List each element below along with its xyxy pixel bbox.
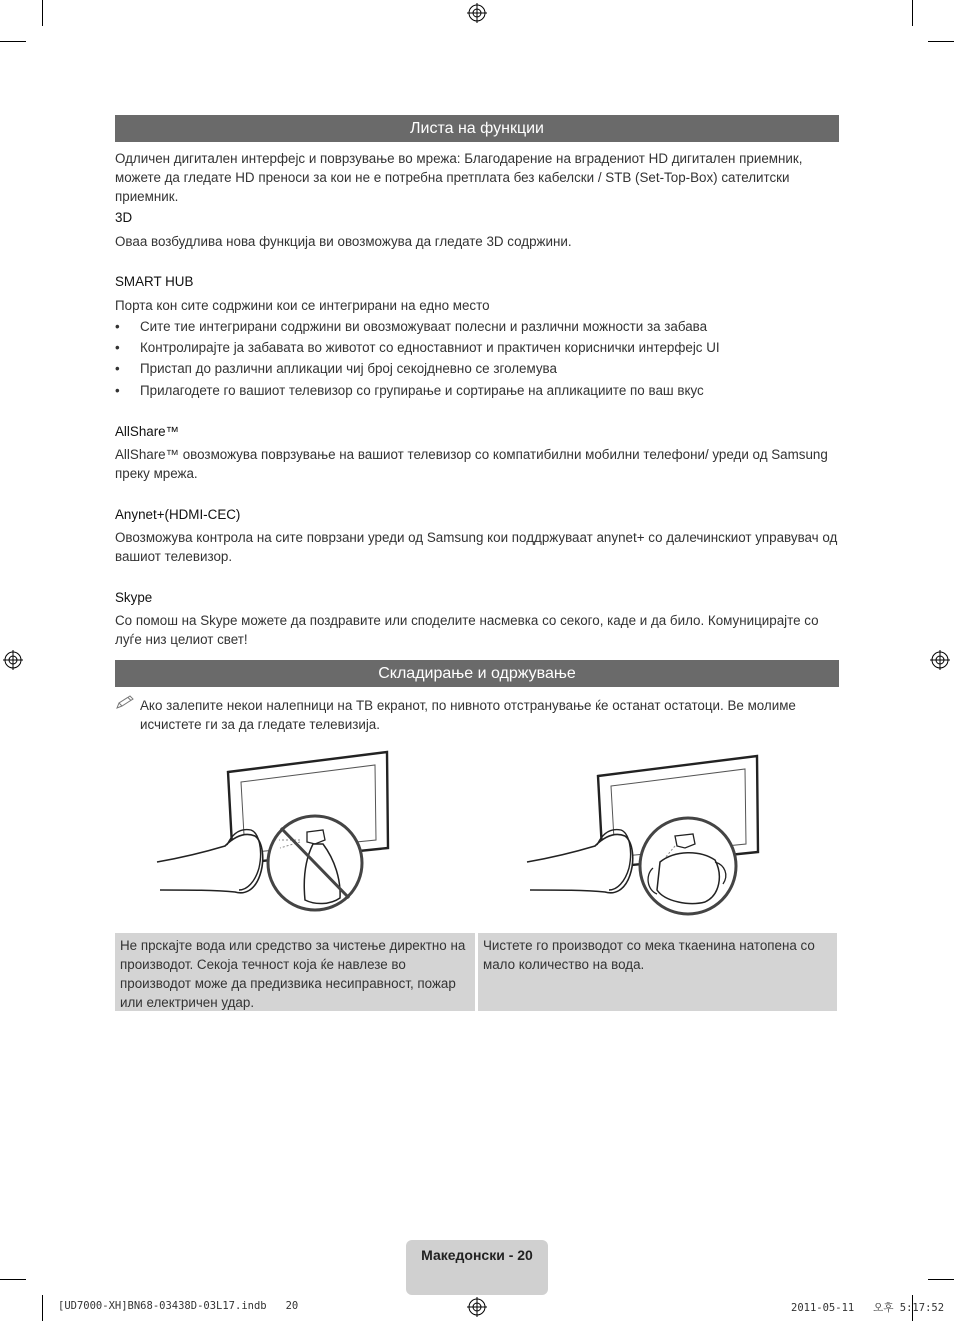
registration-mark-icon (930, 650, 950, 670)
list-item-text: Пристап до различни апликации чиј број секојдневно се зголемува (140, 361, 557, 376)
registration-mark-icon (467, 3, 487, 23)
care-note-text: Ако залепите некои налепници на ТВ екранот, по нивното отстранување ќе останат остатоци. Ве молиме исчистете ги за да гледате телевизија. (140, 698, 796, 732)
feature-title-3d: 3D (115, 210, 133, 225)
crop-mark-tr-v (912, 0, 913, 26)
caption-soft-cloth (478, 933, 837, 1011)
feature-title-anynet: Anynet+(HDMI-CEC) (115, 507, 241, 522)
list-item-text: Прилагодете го вашиот телевизор со групирање и сортирање на апликациите по ваш вкус (140, 383, 704, 398)
feature-text-skype: Со помош на Skype можете да поздравите или споделите насмевка со секого, каде и да било. Комуницирајте со луѓе низ целиот свет! (115, 613, 819, 647)
list-item-text: Контролирајте ја забавата во животот со едноставниот и практичен кориснички интерфејс UI (140, 340, 720, 355)
crop-mark-br-h (928, 1279, 954, 1280)
feature-title-skype: Skype (115, 590, 153, 605)
page-number-badge (406, 1240, 548, 1295)
page-number-label: Македонски - 20 (421, 1247, 533, 1263)
file-info: [UD7000-XH]BN68-03438D-03L17.indb 20 (58, 1300, 299, 1312)
feature-title-allshare: AllShare™ (115, 424, 180, 439)
list-item-text: Сите тие интегрирани содржини ви овозможуваат полесни и различни можности за забава (140, 319, 708, 334)
bullet-icon: • (115, 319, 120, 334)
crop-mark-tl-h (0, 41, 26, 42)
crop-mark-tl-v (42, 0, 43, 26)
bullet-icon: • (115, 340, 120, 355)
section-header-care (115, 660, 839, 687)
bullet-icon: • (115, 383, 120, 398)
caption-text: Не прскајте вода или средство за чистење директно на производот. Секоја течност која ќе навлезе во производот може да предизвика несиправност, пожар или електричен удар. (120, 938, 466, 1010)
registration-mark-icon (3, 650, 23, 670)
feature-title-smarthub: SMART HUB (115, 274, 194, 289)
crop-mark-tr-h (928, 41, 954, 42)
section-header-features (115, 115, 839, 142)
section-title-features: Листа на функции (410, 119, 544, 137)
caption-do-not-spray (115, 933, 475, 1011)
registration-mark-icon (467, 1297, 487, 1317)
pencil-note-icon (115, 694, 135, 710)
feature-text-smarthub: Порта кон сите содржини кои се интегрирани на едно место (115, 298, 490, 313)
crop-mark-bl-v (42, 1295, 43, 1321)
feature-text-3d: Оваа возбудлива нова функција ви овозможува да гледате 3D содржини. (115, 234, 572, 249)
tv-spray-prohibited-illustration (155, 750, 395, 920)
feature-text-allshare: AllShare™ овозможува поврзување на вашиот телевизор со компатибилни мобилни телефони/ уреди од Samsung преку мрежа. (115, 447, 828, 481)
bullet-icon: • (115, 361, 120, 376)
feature-text-anynet: Овозможува контрола на сите поврзани уреди од Samsung кои поддржуваат anynet+ со далечинскиот управувач од вашиот телевизор. (115, 530, 838, 564)
crop-mark-bl-h (0, 1279, 26, 1280)
print-timestamp: 2011-05-11 오후 5:17:52 (791, 1302, 945, 1314)
section-title-care: Складирање и одржување (378, 664, 576, 682)
caption-text: Чистете го производот со мека ткаенина натопена со мало количество на вода. (483, 938, 815, 972)
tv-cloth-cleaning-illustration (525, 750, 765, 920)
intro-paragraph: Одличен дигитален интерфејс и поврзување во мрежа: Благодарение на вградениот HD дигитален приемник, можете да гледате HD преноси за кои не е потребна претплата без кабелски / STB (Set-Top-Box) сателитски приемник. (115, 151, 803, 204)
